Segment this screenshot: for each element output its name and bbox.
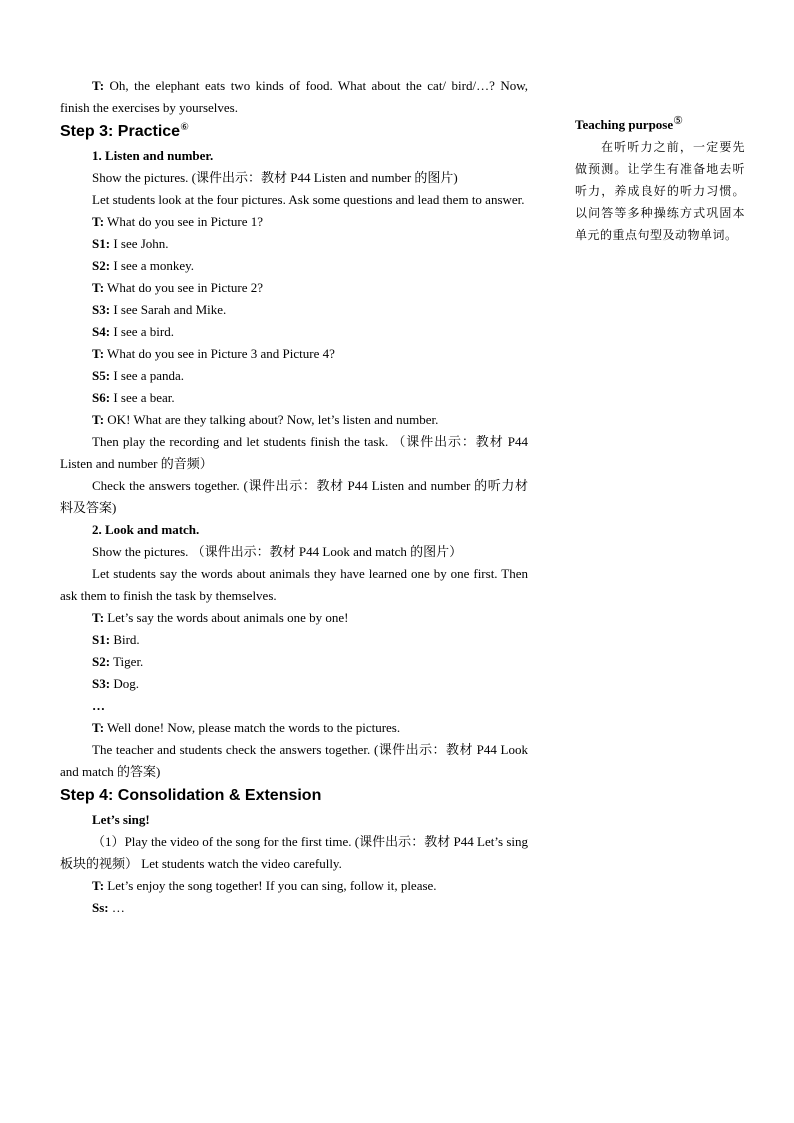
teacher-line: T: Oh, the elephant eats two kinds of food. What about the cat/ bird/…? Now, finish the exercises by yourselves. xyxy=(60,78,528,115)
paragraph: Show the pictures. (课件出示：教材 P44 Listen and number 的图片) xyxy=(92,170,458,185)
dialogue-line: S6: I see a bear. xyxy=(92,390,175,405)
paragraph: Let students look at the four pictures. Ask some questions and lead them to answer. xyxy=(92,192,525,207)
dialogue-line: T: What do you see in Picture 2? xyxy=(92,280,264,295)
paragraph: Then play the recording and let students finish the task. （课件出示：教材 P44 Listen and number 的音频） xyxy=(60,434,528,471)
step3-heading: Step 3: Practice⑥ xyxy=(60,122,190,140)
dialogue-line: T: OK! What are they talking about? Now, let’s listen and number. xyxy=(92,412,439,427)
dialogue-line: T: What do you see in Picture 3 and Picture 4? xyxy=(92,346,335,361)
footnote-mark: ⑥ xyxy=(180,122,190,133)
dialogue-line: S3: I see Sarah and Mike. xyxy=(92,302,227,317)
paragraph: （1）Play the video of the song for the first time. (课件出示：教材 P44 Let’s sing 板块的视频） Let students watch the video carefully. xyxy=(60,834,528,871)
sidebar-body: 在听听力之前，一定要先做预测。让学生有准备地去听听力，养成良好的听力习惯。以问答等多种操练方式巩固本单元的重点句型及动物单词。 xyxy=(575,140,745,242)
paragraph: Check the answers together. (课件出示：教材 P44 Listen and number 的听力材料及答案) xyxy=(60,478,528,515)
look-match-heading: 2. Look and match. xyxy=(92,522,200,537)
ellipsis: … xyxy=(92,698,105,713)
teaching-purpose-sidebar xyxy=(575,114,745,246)
paragraph: The teacher and students check the answers together. (课件出示：教材 P44 Look and match 的答案) xyxy=(60,742,528,779)
footnote-mark: ⑤ xyxy=(673,115,684,127)
dialogue-line: T: Let’s enjoy the song together! If you can sing, follow it, please. xyxy=(92,878,437,893)
dialogue-line: S5: I see a panda. xyxy=(92,368,185,383)
dialogue-line: S1: Bird. xyxy=(92,632,140,647)
dialogue-line: S4: I see a bird. xyxy=(92,324,174,339)
dialogue-line: T: What do you see in Picture 1? xyxy=(92,214,264,229)
listen-number-heading: 1. Listen and number. xyxy=(92,148,214,163)
dialogue-line: S3: Dog. xyxy=(92,676,139,691)
dialogue-line: S2: Tiger. xyxy=(92,654,144,669)
paragraph: Let students say the words about animals they have learned one by one first. Then ask them to finish the task by themselves. xyxy=(60,566,528,603)
dialogue-line: T: Well done! Now, please match the words to the pictures. xyxy=(92,720,401,735)
lets-sing-heading: Let’s sing! xyxy=(92,812,150,827)
step4-heading: Step 4: Consolidation & Extension xyxy=(60,787,322,804)
dialogue-line: S1: I see John. xyxy=(92,236,169,251)
paragraph: Show the pictures. （课件出示：教材 P44 Look and match 的图片） xyxy=(92,544,463,559)
sidebar-title: Teaching purpose⑤ xyxy=(575,115,684,132)
dialogue-line: S2: I see a monkey. xyxy=(92,258,195,273)
lesson-plan-body xyxy=(60,75,528,919)
dialogue-line: Ss: … xyxy=(92,900,125,915)
dialogue-line: T: Let’s say the words about animals one by one! xyxy=(92,610,349,625)
